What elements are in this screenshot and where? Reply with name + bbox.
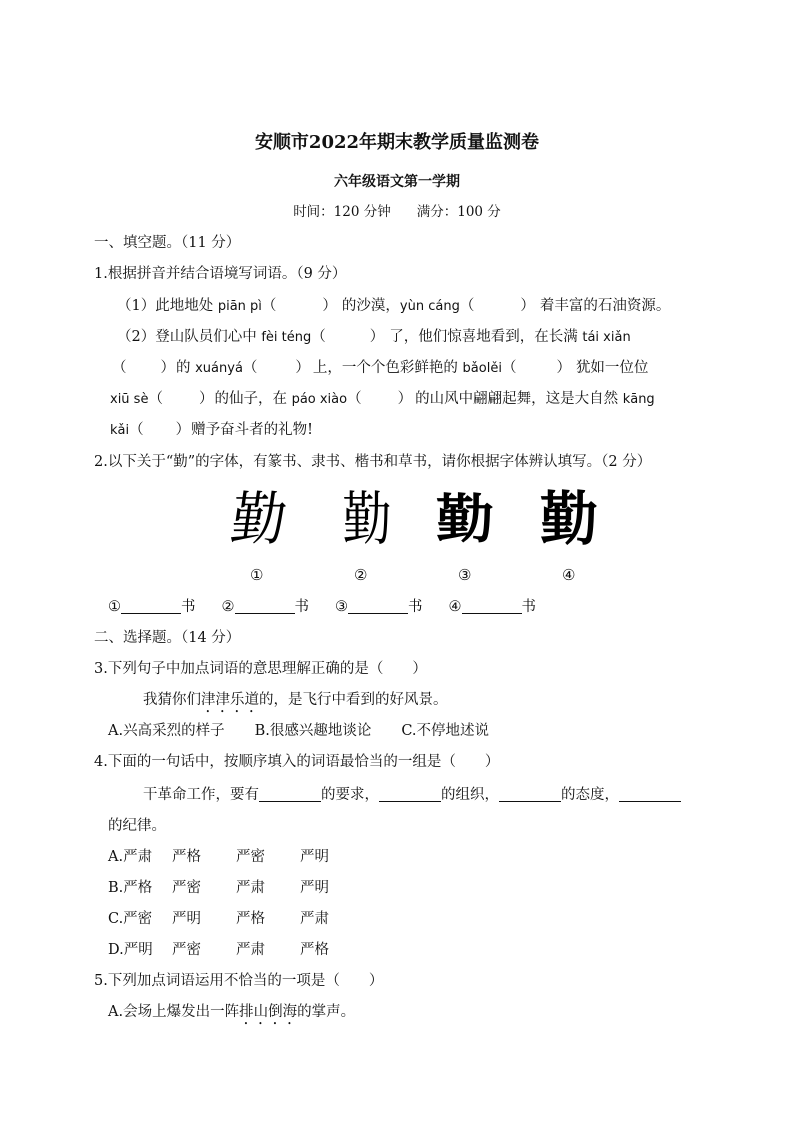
- q4-blank-3[interactable]: [499, 785, 561, 802]
- time-label: 时间：120 分钟: [293, 204, 391, 220]
- q5-dotted-word: 排山倒海: [239, 1004, 298, 1020]
- glyph-marker-1: ①: [250, 566, 264, 584]
- section1-heading: 一、填空题。（11 分）: [94, 235, 241, 251]
- q3-stem: 3.下列句子中加点词语的意思理解正确的是（ ）: [94, 661, 427, 677]
- q3-sentence: 我猜你们津津乐道的，是飞行中看到的好风景。: [143, 692, 448, 708]
- q3-option-a[interactable]: A.兴高采烈的样子: [108, 723, 225, 739]
- q4-sentence: 干革命工作，要有 的要求， 的组织， 的态度，: [143, 785, 794, 805]
- q1-line2: （2）登山队员们心中 fèi téng（ ） 了，他们惊喜地看到，在长满 tái xiǎn: [117, 329, 631, 345]
- q1-line1: （1）此地地处 piān pì（ ） 的沙漠，yùn cáng（ ） 着丰富的石油资源。: [117, 298, 671, 314]
- q3-option-c[interactable]: C.不停地述说: [401, 723, 490, 739]
- answer-blank-1[interactable]: [121, 597, 181, 614]
- q3-option-b[interactable]: B.很感兴趣地谈论: [254, 723, 372, 739]
- q4-option-a[interactable]: A.严肃 严格 严密 严明: [108, 849, 329, 865]
- q4-blank-4[interactable]: [619, 785, 681, 802]
- glyph-cursive: 勤: [226, 485, 286, 553]
- section2-heading: 二、选择题。（14 分）: [94, 630, 241, 646]
- q1-stem: 1.根据拼音并结合语境写词语。（9 分）: [94, 266, 347, 282]
- glyph-clerical: 勤: [436, 488, 495, 550]
- score-label: 满分：100 分: [416, 204, 501, 220]
- q3-options: [108, 721, 794, 741]
- q5-stem: 5.下列加点词语运用不恰当的一项是（ ）: [94, 973, 384, 989]
- q4-stem: 4.下面的一句话中，按顺序填入的词语最恰当的一组是（ ）: [94, 754, 500, 770]
- glyph-marker-4: ④: [562, 566, 576, 584]
- q4-option-d[interactable]: D.严明 严密 严肃 严格: [108, 942, 329, 958]
- q4-sentence-end: 的纪律。: [108, 818, 166, 834]
- q1-line4: xiū sè（ ）的仙子，在 páo xiào（ ） 的山风中翩翩起舞，这是大自然 kāng: [110, 391, 655, 407]
- q1-line3: （ ）的 xuányá（ ） 上，一个个色彩鲜艳的 bǎolěi（ ） 犹如一位位: [112, 360, 649, 376]
- q4-blank-1[interactable]: [259, 785, 321, 802]
- exam-meta: [0, 202, 794, 222]
- q2-stem: 2.以下关于“勤”的字体，有篆书、隶书、楷书和草书，请你根据字体辨认填写。（2 分）: [94, 454, 652, 470]
- q4-blank-2[interactable]: [379, 785, 441, 802]
- q2-answer-row: ① 书 ② 书 ③ 书 ④ 书: [108, 599, 536, 615]
- page-title: 安顺市2022年期末教学质量监测卷: [254, 132, 540, 153]
- q4-option-c[interactable]: C.严密 严明 严格 严肃: [108, 911, 329, 927]
- q3-dotted-word: 津津乐道: [201, 692, 259, 708]
- answer-blank-3[interactable]: [348, 597, 408, 614]
- page-subtitle: 六年级语文第一学期: [334, 174, 460, 190]
- q1-line5: kǎi（ ）赠予奋斗者的礼物!: [110, 422, 313, 438]
- glyph-regular: 勤: [540, 485, 599, 553]
- glyph-seal: 勤: [342, 485, 392, 553]
- q4-option-b[interactable]: B.严格 严密 严肃 严明: [108, 880, 329, 896]
- calligraphy-glyphs: [0, 484, 794, 554]
- q5-option-a[interactable]: A.会场上爆发出一阵排山倒海的掌声。: [108, 1004, 356, 1020]
- answer-blank-4[interactable]: [462, 597, 522, 614]
- glyph-marker-3: ③: [458, 566, 472, 584]
- answer-blank-2[interactable]: [235, 597, 295, 614]
- glyph-marker-2: ②: [354, 566, 368, 584]
